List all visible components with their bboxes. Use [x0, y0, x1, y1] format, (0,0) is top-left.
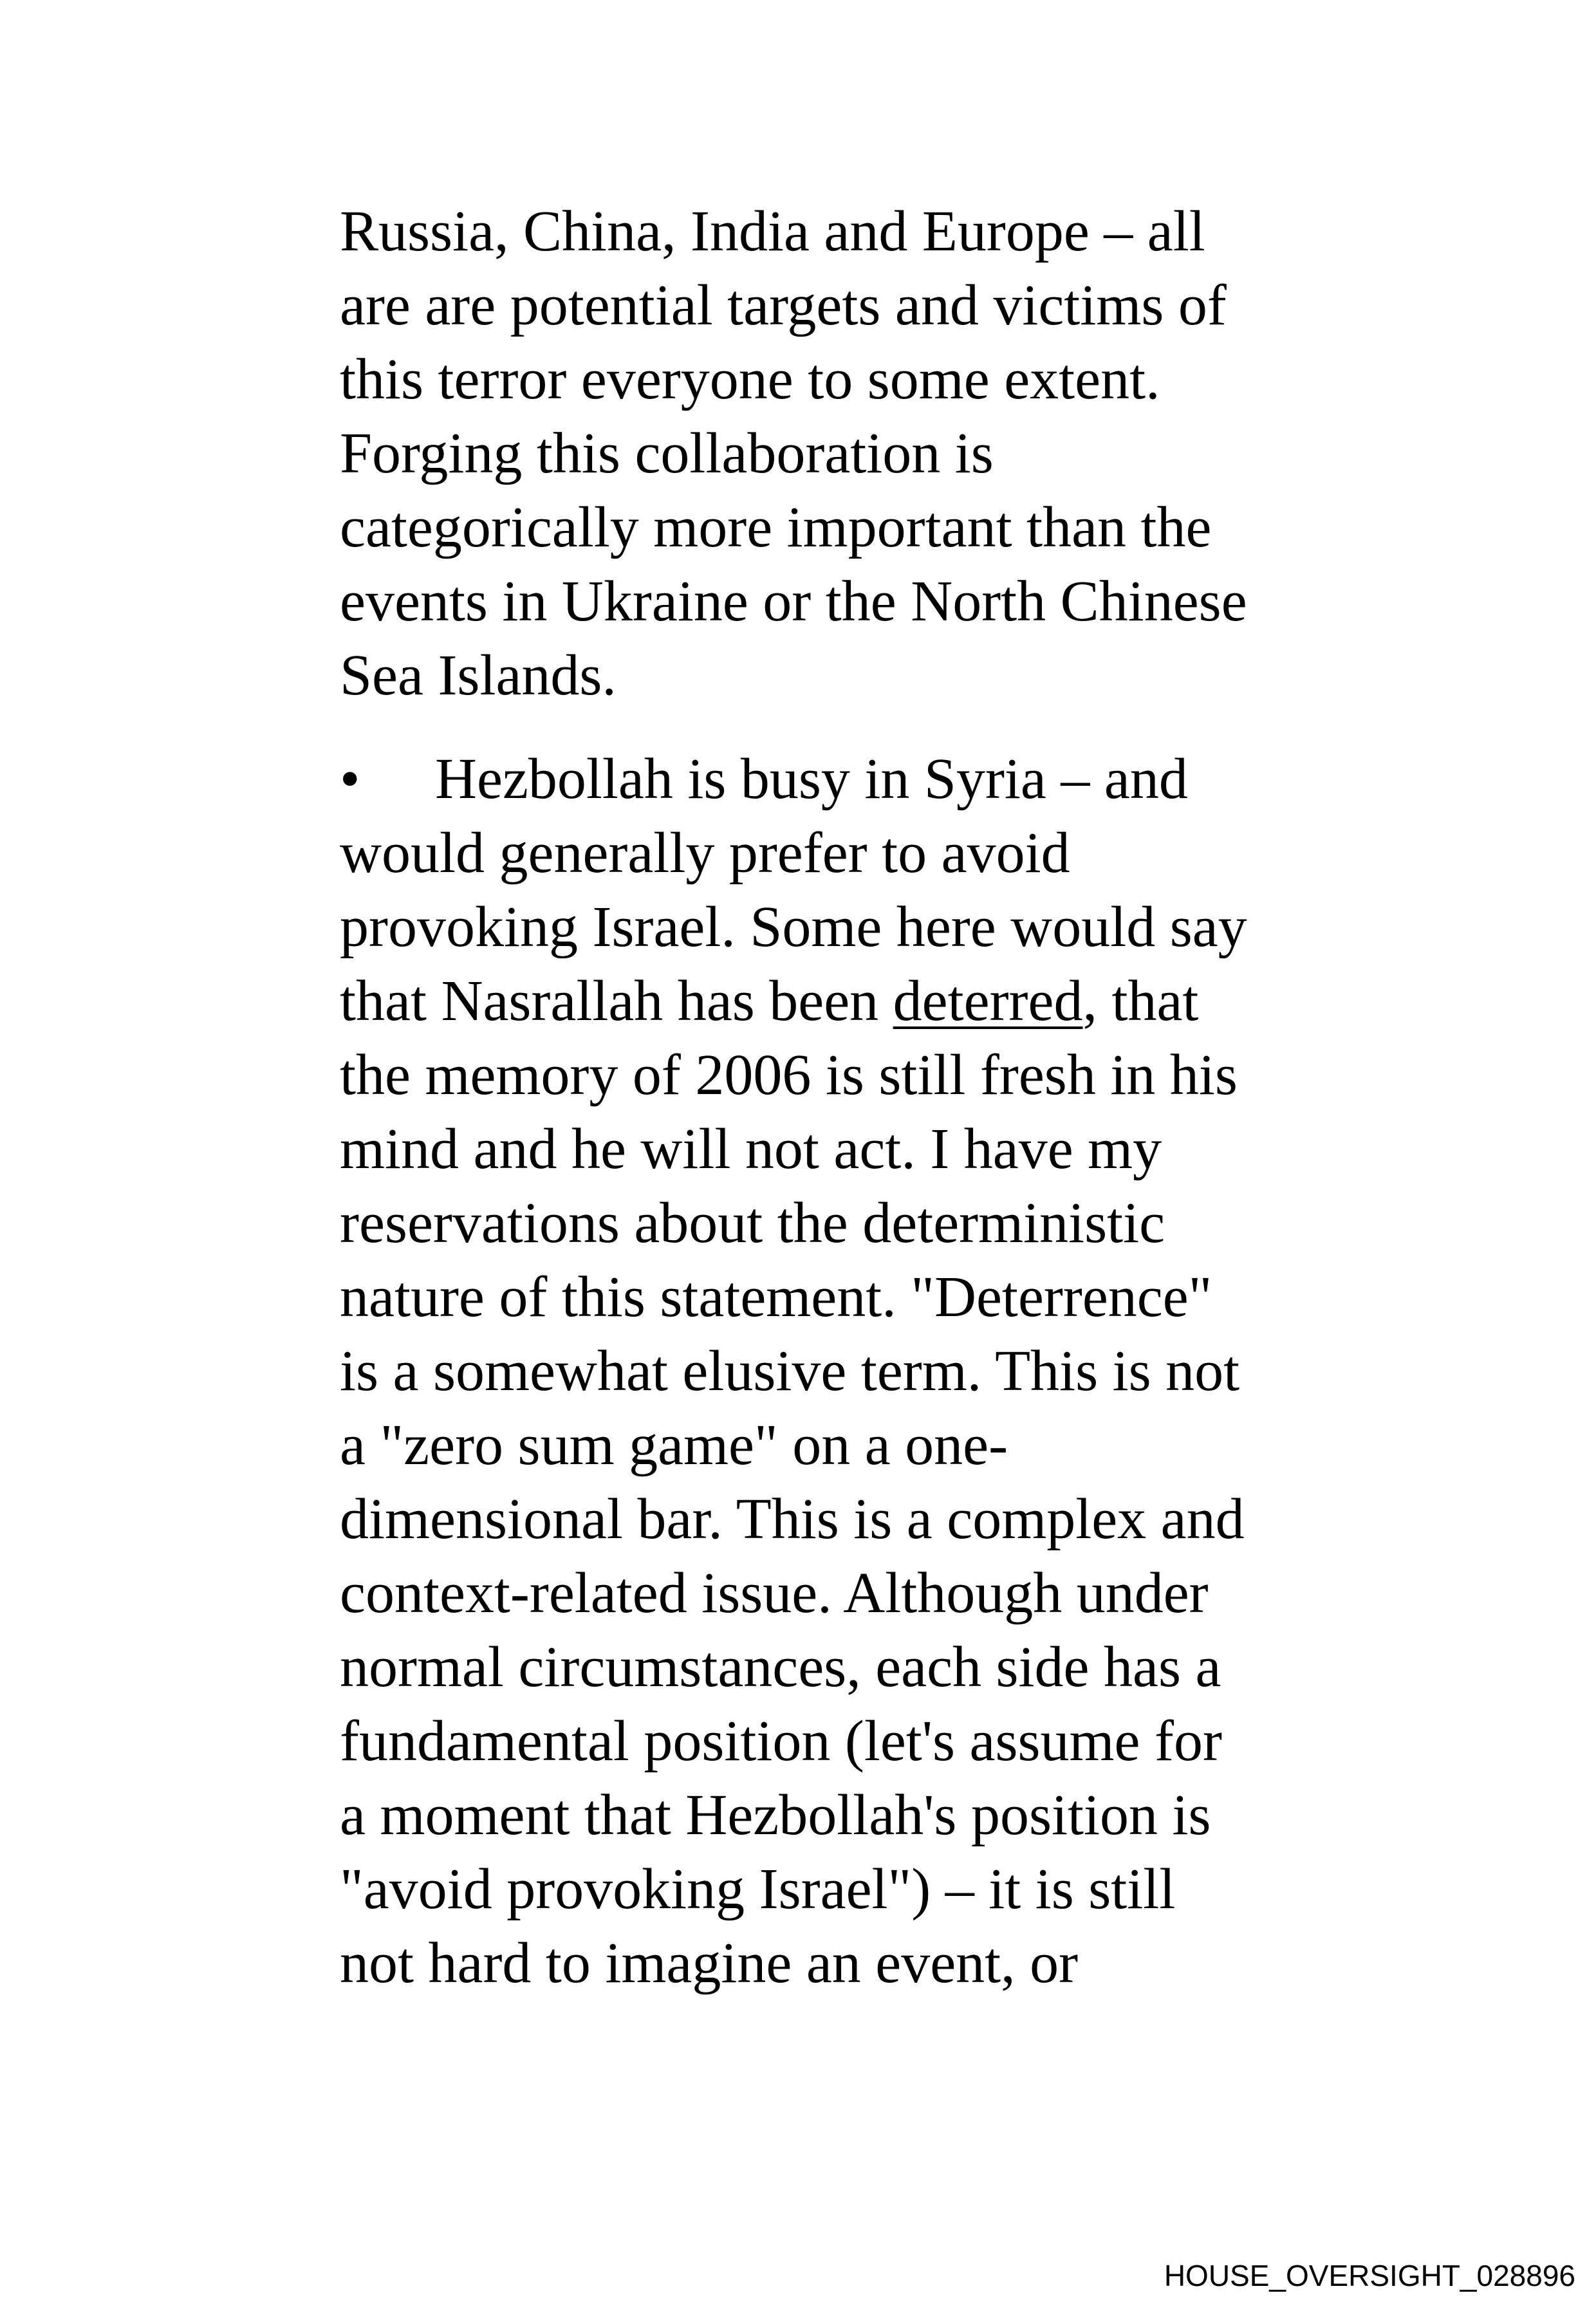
text-line: normal circumstances, each side has a	[340, 1635, 1221, 1699]
bullet-paragraph-hezbollah	[340, 742, 1357, 2000]
text-line: are are potential targets and victims of	[340, 274, 1227, 337]
text-line: Forging this collaboration is	[340, 422, 994, 485]
bullet-marker: •	[340, 747, 360, 811]
text-line	[340, 742, 1357, 816]
text-line: not hard to imagine an event, or	[340, 1931, 1079, 1995]
text-line: dimensional bar. This is a complex and	[340, 1487, 1245, 1551]
text-line: mind and he will not act. I have my	[340, 1117, 1162, 1181]
paragraph-collaboration	[340, 194, 1357, 712]
text-line: Russia, China, India and Europe – all	[340, 200, 1205, 263]
text-line: nature of this statement. "Deterrence"	[340, 1265, 1212, 1329]
text-line: the memory of 2006 is still fresh in his	[340, 1043, 1238, 1107]
document-id-stamp: HOUSE_OVERSIGHT_028896	[1164, 2259, 1575, 2292]
text-line: reservations about the deterministic	[340, 1191, 1165, 1255]
text-line: categorically more important than the	[340, 496, 1212, 559]
text-line	[340, 964, 1357, 1038]
text-segment: that Nasrallah has been	[340, 969, 893, 1033]
underlined-word-deterred: deterred	[893, 969, 1083, 1033]
text-line: a "zero sum game" on a one-	[340, 1413, 1008, 1477]
text-line: events in Ukraine or the North Chinese	[340, 570, 1247, 633]
text-line: context-related issue. Although under	[340, 1561, 1209, 1625]
text-line: would generally prefer to avoid	[340, 821, 1070, 885]
text-line: a moment that Hezbollah's position is	[340, 1783, 1211, 1847]
text-line: Sea Islands.	[340, 644, 617, 707]
text-line: this terror everyone to some extent.	[340, 348, 1160, 411]
text-line: provoking Israel. Some here would say	[340, 895, 1247, 959]
text-segment: , that	[1082, 969, 1199, 1033]
text-line: "avoid provoking Israel") – it is still	[340, 1857, 1176, 1921]
text-line: fundamental position (let's assume for	[340, 1709, 1222, 1773]
text-line: is a somewhat elusive term. This is not	[340, 1339, 1240, 1403]
bullet-text-start: Hezbollah is busy in Syria – and	[435, 747, 1188, 811]
